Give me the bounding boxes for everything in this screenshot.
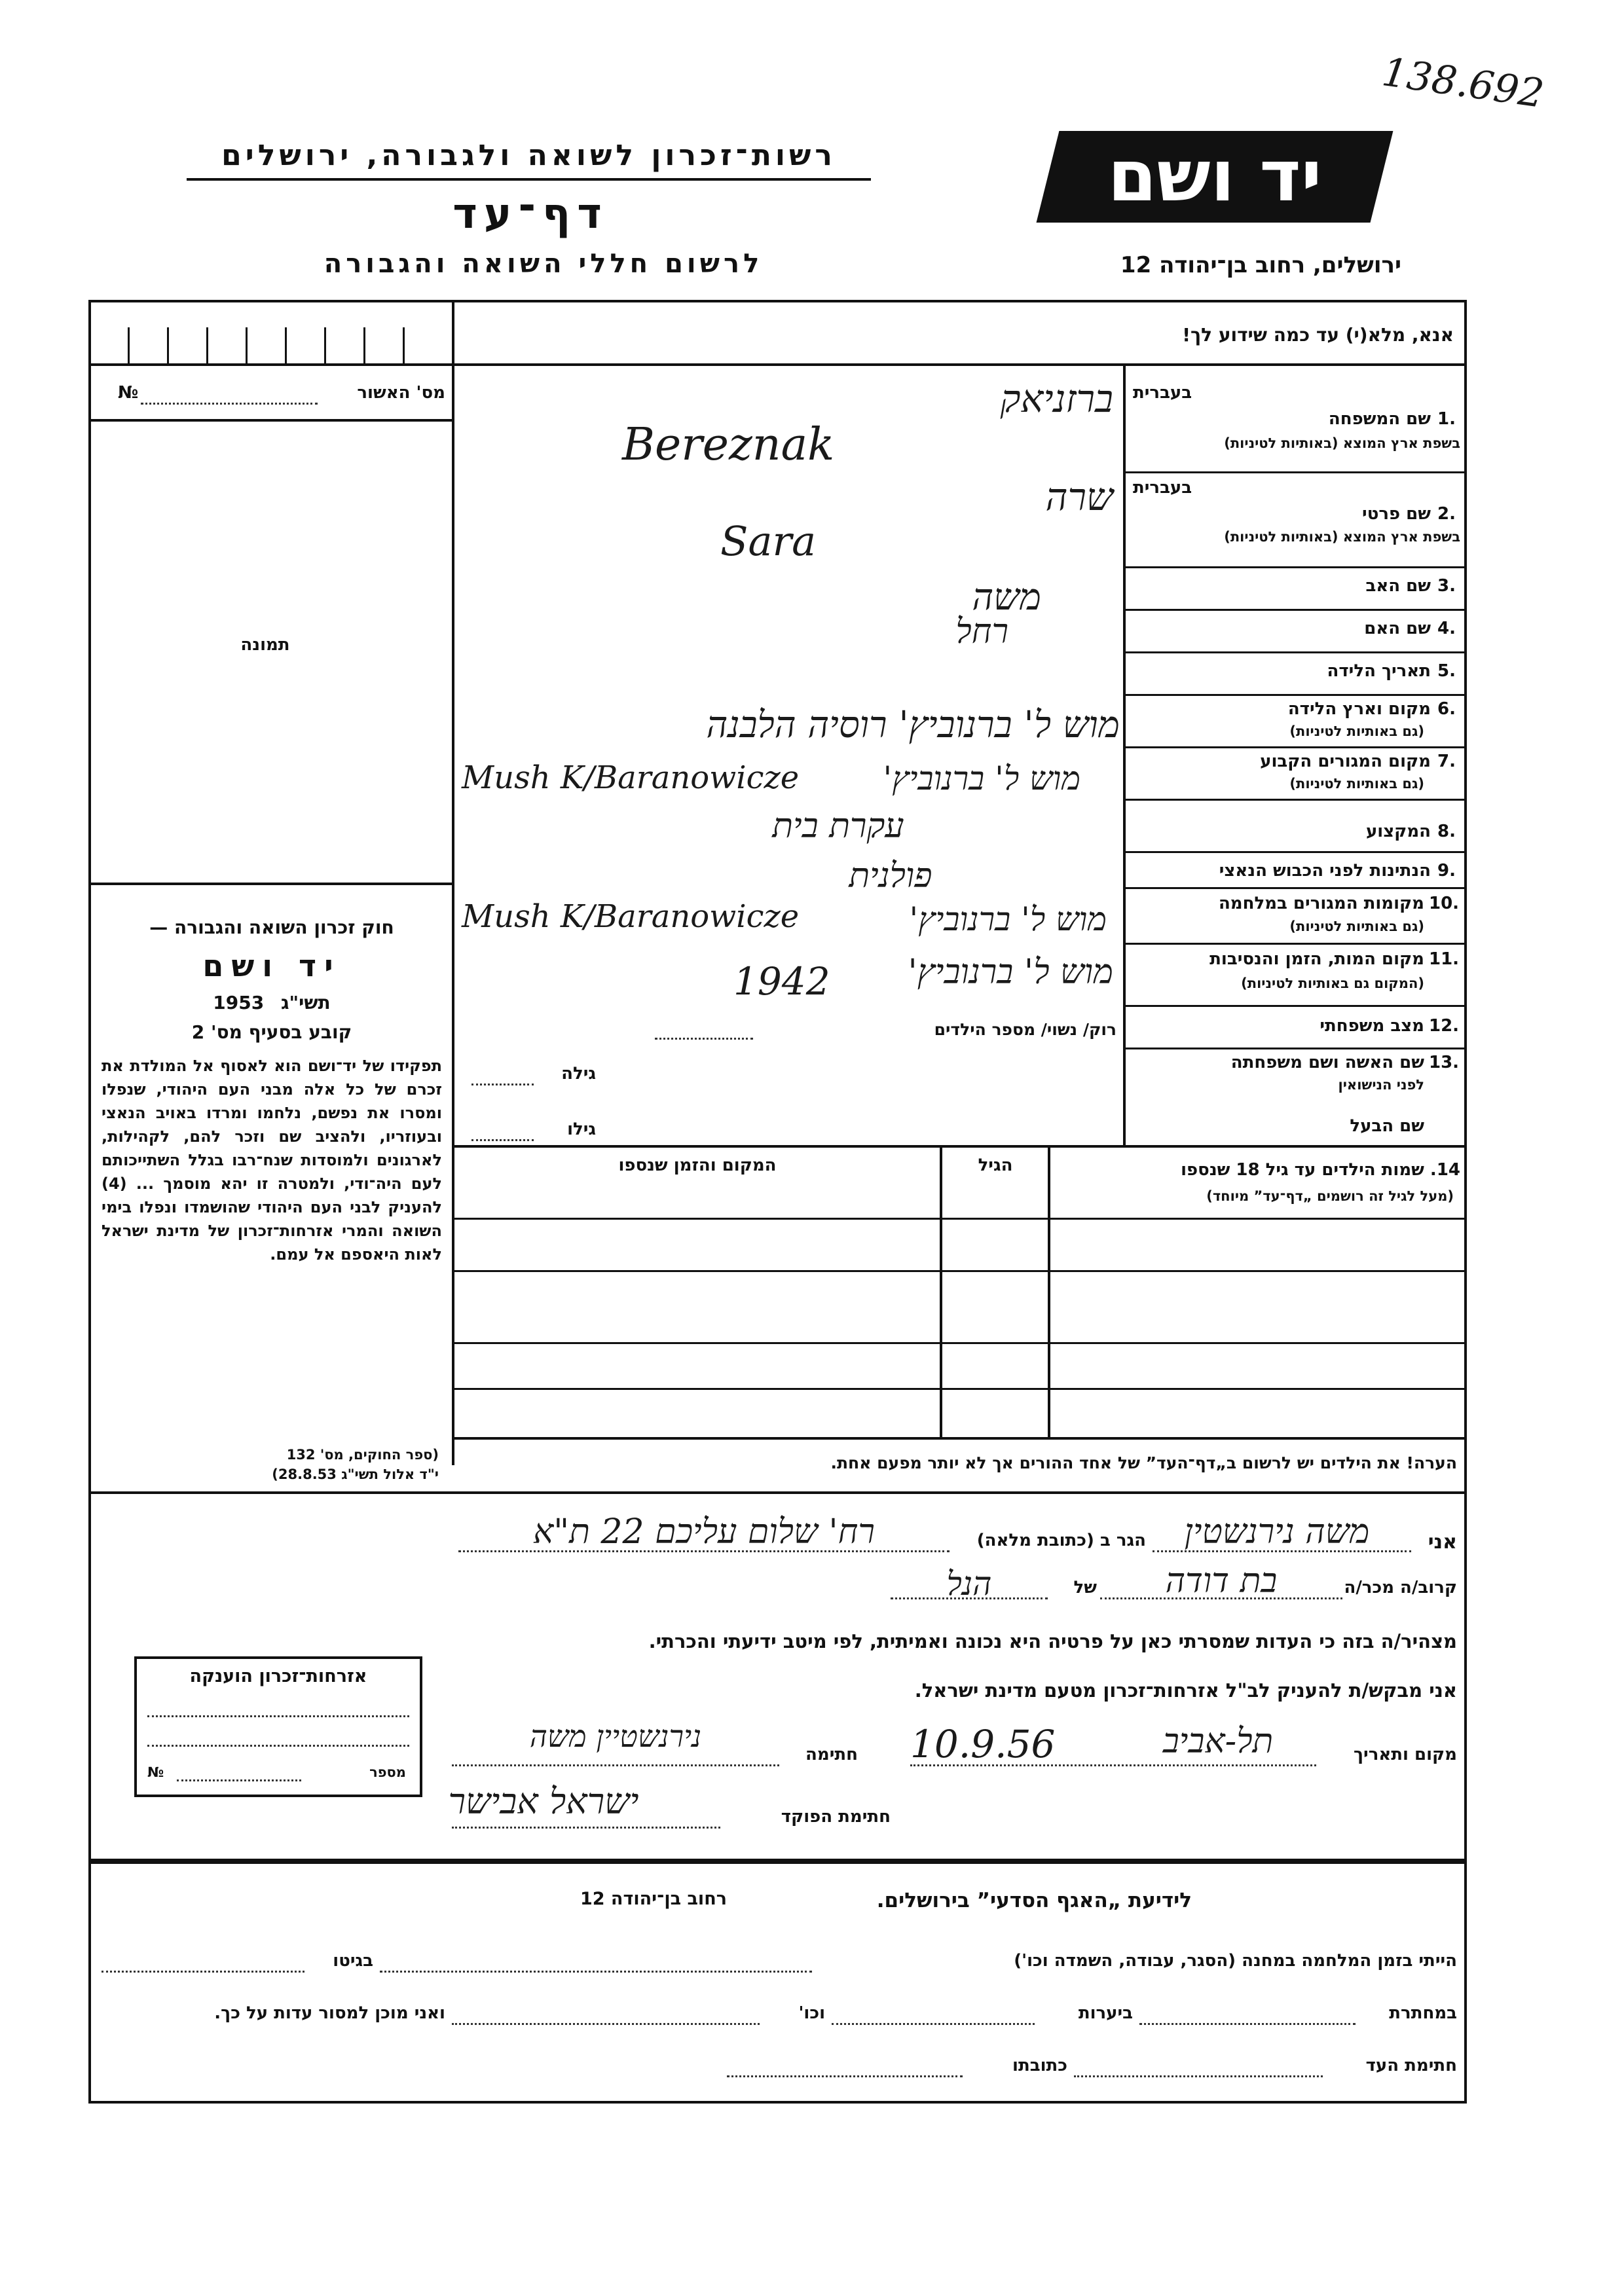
field-13-label: שם האשה ושם משפחתה <box>1230 1053 1424 1072</box>
footer-ready: ואני מוכן למסור עדות על כך. <box>214 2003 445 2023</box>
law-year-hebrew: תשי"ג <box>280 992 331 1013</box>
field-3-num: 3. <box>1437 576 1456 596</box>
entry-death-year: 1942 <box>733 959 830 1004</box>
logo-text: יד ושם <box>1107 136 1322 217</box>
husband-age-label: גילו <box>567 1120 596 1139</box>
citizenship-number-label: מספר <box>369 1764 406 1780</box>
law-title: חוק זכרון השואה והגבורה — <box>149 917 394 938</box>
entry-birthplace: מוש ל' ברנוביץ' רוסיה הלבנה <box>706 704 1120 746</box>
entry-death-place: מוש ל' ברנוביץ' <box>908 953 1113 992</box>
file-number: 138.692 <box>1379 49 1547 117</box>
field-8-num: 8. <box>1437 822 1456 841</box>
law-year-row <box>98 992 445 1013</box>
field-13-note: לפני הנישואין <box>1338 1077 1424 1093</box>
signature-label: חתימה <box>805 1745 858 1764</box>
law-year: 1953 <box>213 992 265 1013</box>
footer-forests: ביערות <box>1078 2003 1133 2023</box>
field-11-label: מקום המות, הזמן והנסיבות <box>1209 949 1424 969</box>
form-title: דף־עד <box>452 190 608 238</box>
entry-war-places-latin: Mush K/Baranowicze <box>462 898 800 935</box>
entry-signature: נירנשטיין משה <box>529 1719 702 1754</box>
footer-underground: במחתרת <box>1389 2003 1457 2023</box>
yad-vashem-logo <box>1037 131 1393 223</box>
field-2-label: שם פרטי <box>1362 504 1431 524</box>
authority-name: רשות־זכרון לשואה ולגבורה, ירושלים <box>221 139 836 172</box>
field-6-num: 6. <box>1437 699 1456 719</box>
in-hebrew-1: בעברית <box>1133 383 1192 403</box>
children-age-column: הגיל <box>978 1156 1013 1175</box>
form-subtitle: לרשום חללי השואה והגבורה <box>323 249 764 279</box>
field-3-label: שם האב <box>1365 576 1431 596</box>
wife-age-label: גילה <box>561 1064 596 1084</box>
footer-title: לידיעת „האגף הסדעי” בירושלים. <box>876 1889 1192 1912</box>
field-2-latin: בשפת ארץ המוצא (באותיות לטיניות) <box>1224 529 1460 545</box>
children-note: (מעל לגיל זה רושמים „דף־עד” מיוחד) <box>1206 1188 1454 1204</box>
declaration-statement: מצהיר/ה בזה כי העדות שמסרתי כאן על פרטיה היא נכונה ואמיתית, לפי מיטב ידיעתי והכרתי. <box>648 1630 1457 1652</box>
officer-signature-label: חתימת הפוקד <box>781 1807 891 1827</box>
declaration-request: אני מבקש/ת להעניק לב"ל אזרחות־זכרון מטעם מדינת ישראל. <box>914 1679 1457 1702</box>
field-5-label: תאריך הלידה <box>1327 661 1431 681</box>
entry-surname-latin: Bereznak <box>622 419 835 471</box>
children-title: 14. שמות הילדים עד גיל 18 שנספו <box>1181 1160 1460 1180</box>
form-intro: אנא, מלא(י) עד כמה שידוע לך! <box>1182 324 1454 346</box>
field-7-num: 7. <box>1437 752 1456 771</box>
in-hebrew-2: בעברית <box>1133 478 1192 498</box>
entry-surname-hebrew: ברזניאק <box>1000 376 1113 421</box>
entry-profession: עקרת בית <box>772 807 904 846</box>
field-10-label: מקומות המגורים במלחמה <box>1218 894 1424 913</box>
entry-date-signed: 10.9.56 <box>910 1722 1056 1766</box>
entry-residence-hebrew: מוש ל' ברנוביץ' <box>883 759 1080 797</box>
footer-address: רחוב בן־יהודה 12 <box>580 1889 727 1909</box>
photo-label: תמונה <box>240 635 290 655</box>
law-clause: קובע בסעיף מס' 2 <box>191 1021 352 1043</box>
footer-ghetto: בגיטו <box>333 1951 373 1971</box>
entry-war-places-hebrew: מוש ל' ברנוביץ' <box>909 900 1107 938</box>
entry-officer-signature: ישראל אבישר <box>448 1781 639 1822</box>
field-12-label: מצב משפחתי <box>1320 1016 1424 1036</box>
place-date-label: מקום ותאריך <box>1354 1745 1457 1764</box>
field-9-label: הנתינות לפני הכבוש הנאצי <box>1219 861 1431 881</box>
field-6-latin: (גם באותיות לטיניות) <box>1289 723 1424 739</box>
field-9-num: 9. <box>1437 861 1456 881</box>
declaration-relative: קרוב/ה מכר/ה <box>1344 1578 1457 1597</box>
approval-number-mark: № <box>118 383 139 403</box>
husband-name-label: שם הבעל <box>1350 1116 1424 1136</box>
footer-address-label: כתובתו <box>1012 2056 1067 2075</box>
field-12-num: 12. <box>1429 1016 1460 1036</box>
children-place-column: המקום והזמן שנספו <box>618 1156 777 1175</box>
entry-nationality: פולנית <box>849 856 932 896</box>
header-address: ירושלים, רחוב בן־יהודה 12 <box>1120 252 1401 278</box>
declaration-i: אני <box>1428 1531 1457 1554</box>
remark: הערה! את הילדים יש לרשום ב„דף־העד” של אחד ההורים אך לא יותר מפעם אחת. <box>830 1453 1457 1472</box>
entry-witness-name: משה נירנשטין <box>1184 1512 1370 1552</box>
field-1-latin: בשפת ארץ המוצא (באותיות לטיניות) <box>1224 435 1460 451</box>
field-8-label: המקצוע <box>1365 822 1431 841</box>
entry-witness-address: רח' שלום עליכם 22 ת"א <box>533 1512 875 1552</box>
law-name: יד ושם <box>202 948 341 983</box>
field-2-num: 2. <box>1437 504 1456 524</box>
marital-options: רוק/ נשוי/ מספר הילדים <box>934 1020 1116 1039</box>
field-5-num: 5. <box>1437 661 1456 681</box>
field-11-num: 11. <box>1429 949 1460 969</box>
entry-relation-of: הנל <box>946 1565 992 1603</box>
citizenship-box-title: אזרחות־זכרון הוענקה <box>189 1666 367 1686</box>
field-1-num: 1. <box>1437 409 1456 429</box>
entry-relation: בת דודה <box>1165 1561 1278 1601</box>
law-source: (ספר החוקים, מס' 132 <box>286 1447 439 1463</box>
entry-place-signed: תל-אביב <box>1162 1722 1274 1761</box>
entry-first-latin: Sara <box>720 517 817 565</box>
field-1-label: שם המשפחה <box>1328 409 1431 429</box>
declaration-living-at: הגר ב (כתובת מלאה) <box>976 1531 1146 1550</box>
entry-father: משה <box>972 576 1041 619</box>
field-10-num: 10. <box>1429 894 1460 913</box>
law-source-date: י"ד אלול תשי"ג 28.8.53) <box>272 1467 439 1482</box>
footer-line1: הייתי בזמן המלחמה במחנה (הסגר, עבודה, השמדה וכו') <box>1014 1951 1457 1971</box>
citizenship-number-mark: № <box>147 1764 164 1780</box>
field-7-label: מקום המגורים הקבוע <box>1260 752 1431 771</box>
field-4-label: שם האם <box>1364 619 1431 638</box>
field-10-latin: (גם באותיות לטיניות) <box>1289 919 1424 934</box>
entry-mother: רחל <box>955 612 1008 651</box>
field-4-num: 4. <box>1437 619 1456 638</box>
field-13-num: 13. <box>1429 1053 1460 1072</box>
field-7-latin: (גם באותיות לטיניות) <box>1289 776 1424 792</box>
entry-residence-latin: Mush K/Baranowicze <box>462 759 800 796</box>
approval-number-label: מס' האשור <box>357 383 445 403</box>
footer-witness-signature: חתימת העד <box>1365 2056 1457 2075</box>
footer-etc: וכו' <box>798 2003 825 2023</box>
entry-first-hebrew: שרה <box>1045 475 1113 519</box>
field-6-label: מקום וארץ הלידה <box>1287 699 1431 719</box>
declaration-of: של <box>1073 1578 1097 1597</box>
field-11-note: (המקום גם באותיות לטיניות) <box>1241 975 1424 991</box>
law-text: תפקידו של יד־ושם הוא לאסוף אל המולדת את זכרם של כל אלה מבני העם היהודי, שנפלו ומסרו את נפשם, נלחמו ומרדו באויב הנאצי ובעוזריו, ולהציב שם וזכר להם, לקהילות, לארגונים ולמוסדות שנח־רבו בגלל השתייכותם לעם היה־ודי, ולמטרה זו יהא מוסמך ... (4) להעניק לבני העם היהודי שהושמדו ונפלו בימי השואה והמרי אזרחות־זכרון של מדינת ישראל לאות היאספם אל עמם. <box>101 1057 442 1264</box>
authority-underline <box>187 178 871 181</box>
